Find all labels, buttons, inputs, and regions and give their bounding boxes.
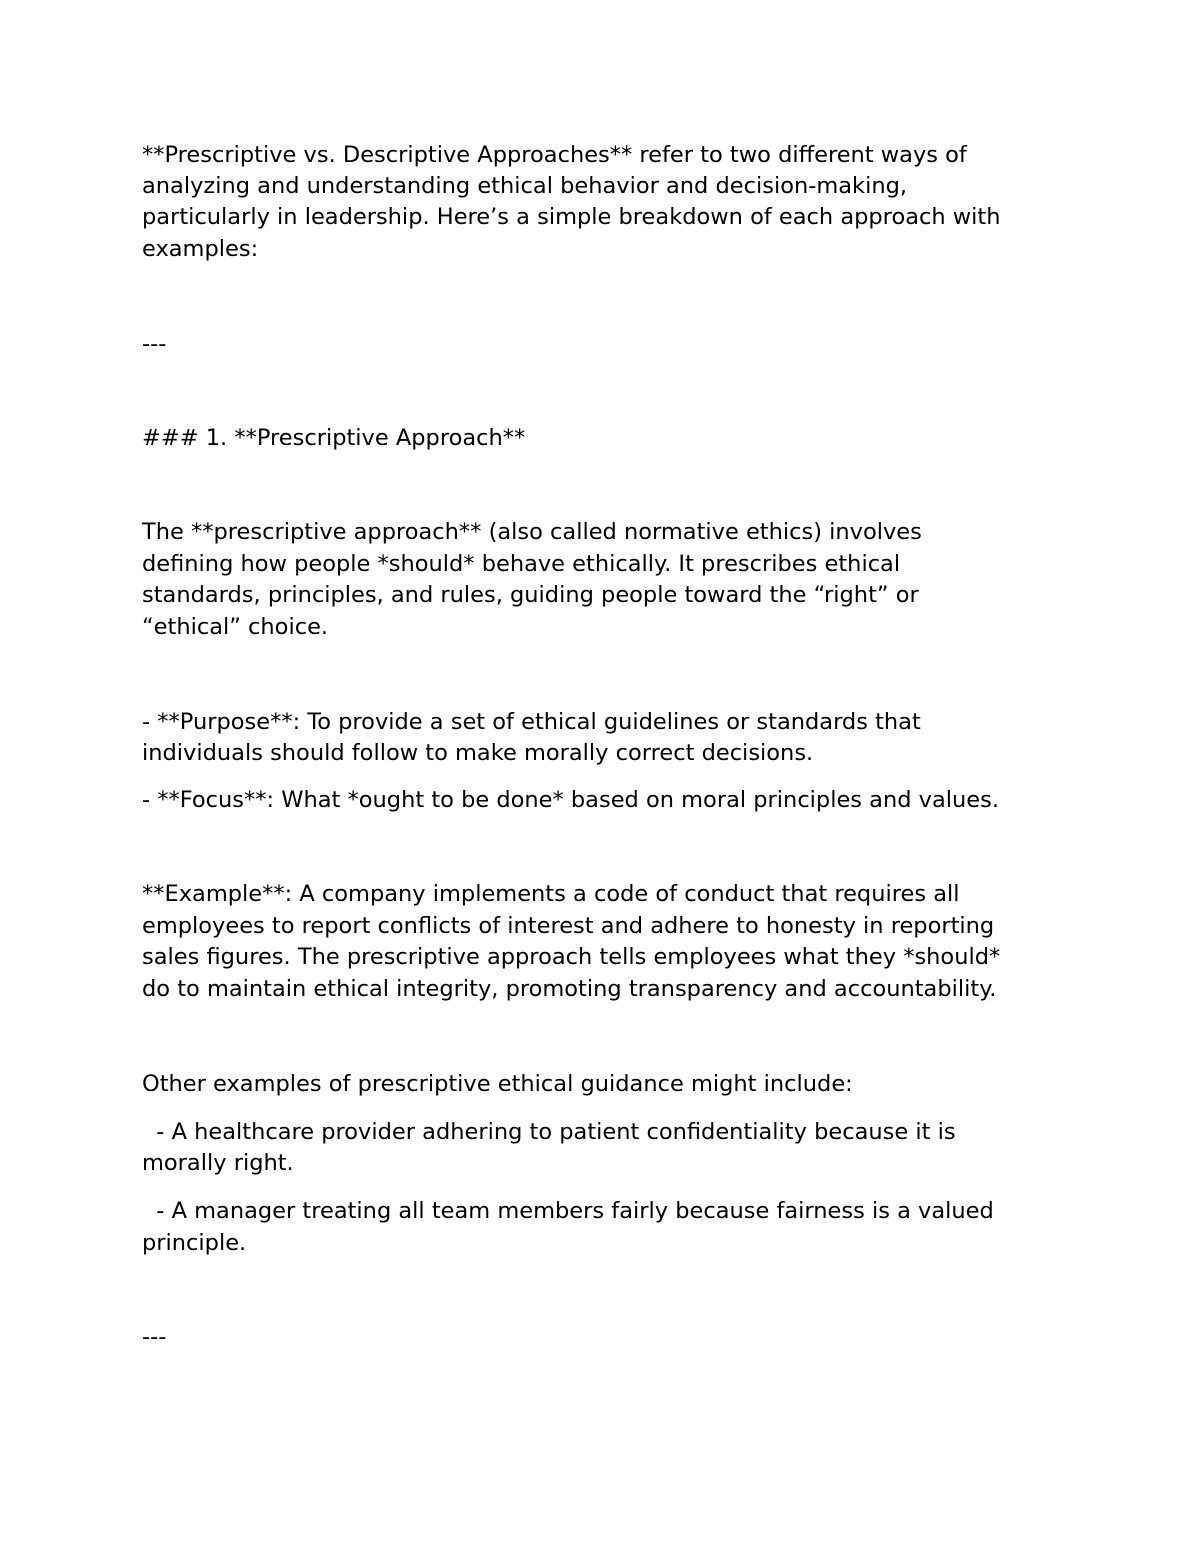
bullet-purpose-line: - **Purpose**: To provide a set of ethical guidelines or standards that xyxy=(142,709,921,735)
intro-line: **Prescriptive vs. Descriptive Approaches** refer to two different ways of xyxy=(142,142,967,168)
bullet-purpose-line: individuals should follow to make morally correct decisions. xyxy=(142,740,814,766)
intro-line: analyzing and understanding ethical behavior and decision-making, xyxy=(142,173,908,199)
paragraph-line: defining how people *should* behave ethically. It prescribes ethical xyxy=(142,551,901,577)
sub-bullet-line: principle. xyxy=(142,1230,247,1256)
paragraph-line: The **prescriptive approach** (also called normative ethics) involves xyxy=(142,519,922,545)
section-heading: ### 1. **Prescriptive Approach** xyxy=(142,425,526,451)
sub-bullet-line: morally right. xyxy=(142,1150,294,1176)
paragraph-line: “ethical” choice. xyxy=(142,614,329,640)
separator: --- xyxy=(142,331,167,357)
example-line: sales figures. The prescriptive approach tells employees what they *should* xyxy=(142,944,1001,970)
example-line: **Example**: A company implements a code of conduct that requires all xyxy=(142,881,960,907)
example-line: do to maintain ethical integrity, promoting transparency and accountability. xyxy=(142,976,997,1002)
separator: --- xyxy=(142,1324,167,1350)
sub-bullet-line: - A healthcare provider adhering to patient confidentiality because it is xyxy=(142,1119,956,1145)
intro-line: particularly in leadership. Here’s a simple breakdown of each approach with xyxy=(142,204,1001,230)
other-examples-intro: Other examples of prescriptive ethical guidance might include: xyxy=(142,1071,853,1097)
intro-line: examples: xyxy=(142,236,259,262)
sub-bullet-line: - A manager treating all team members fairly because fairness is a valued xyxy=(142,1198,994,1224)
paragraph-line: standards, principles, and rules, guiding people toward the “right” or xyxy=(142,582,919,608)
bullet-focus-line: - **Focus**: What *ought to be done* based on moral principles and values. xyxy=(142,787,999,813)
example-line: employees to report conflicts of interest and adhere to honesty in reporting xyxy=(142,913,995,939)
